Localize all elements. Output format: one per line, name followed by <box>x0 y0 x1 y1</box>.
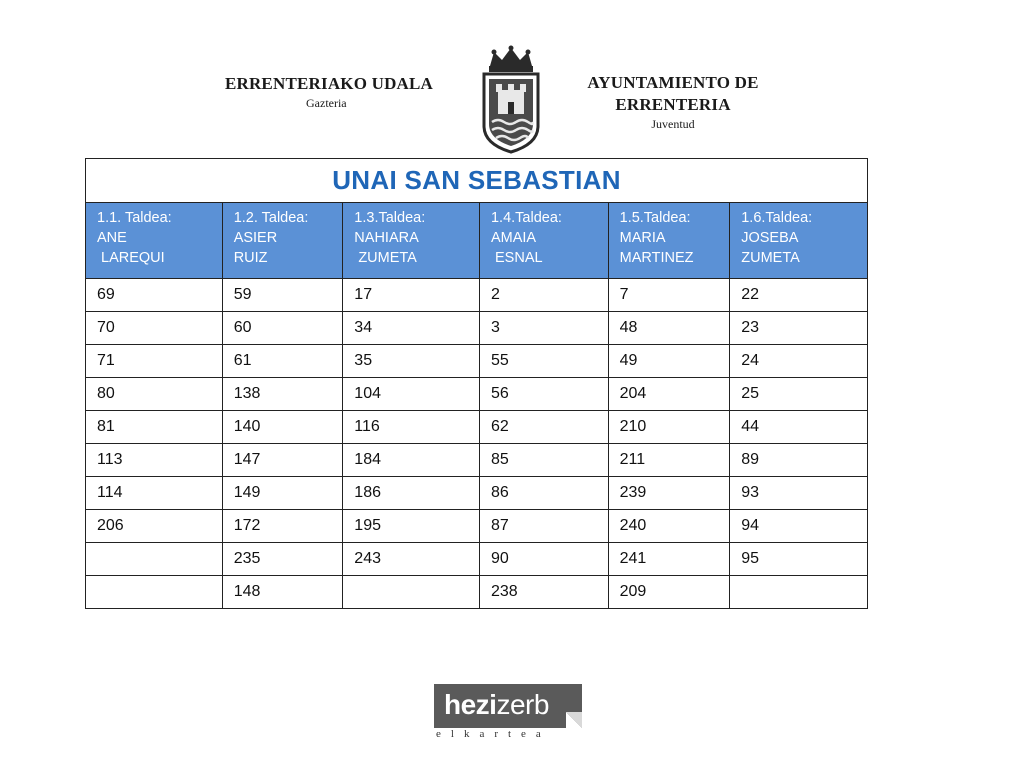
table-cell: 80 <box>86 378 223 411</box>
table-cell <box>730 576 868 609</box>
table-cell: 104 <box>343 378 480 411</box>
table-cell: 206 <box>86 510 223 543</box>
table-cell: 195 <box>343 510 480 543</box>
table-cell: 23 <box>730 312 868 345</box>
column-header: 1.1. Taldea: ANE LAREQUI <box>86 203 223 279</box>
table-cell: 3 <box>479 312 608 345</box>
table-cell: 113 <box>86 444 223 477</box>
table-cell: 239 <box>608 477 730 510</box>
column-header: 1.5.Taldea: MARIA MARTINEZ <box>608 203 730 279</box>
table-cell: 90 <box>479 543 608 576</box>
table-cell: 211 <box>608 444 730 477</box>
column-header: 1.4.Taldea: AMAIA ESNAL <box>479 203 608 279</box>
table-title-row <box>86 159 868 203</box>
table-cell: 71 <box>86 345 223 378</box>
table-cell: 25 <box>730 378 868 411</box>
column-header: 1.2. Taldea: ASIER RUIZ <box>222 203 343 279</box>
column-header: 1.3.Taldea: NAHIARA ZUMETA <box>343 203 480 279</box>
table-cell: 149 <box>222 477 343 510</box>
table-cell: 70 <box>86 312 223 345</box>
table-cell: 81 <box>86 411 223 444</box>
table-cell: 48 <box>608 312 730 345</box>
header-right-block <box>578 72 768 132</box>
header-left-subtitle: Gazteria <box>306 96 347 110</box>
table-cell: 210 <box>608 411 730 444</box>
header-right-title-line2: ERRENTERIA <box>615 95 731 114</box>
table-cell: 22 <box>730 279 868 312</box>
table-cell: 60 <box>222 312 343 345</box>
table-row <box>86 543 868 576</box>
table-cell: 140 <box>222 411 343 444</box>
table-row <box>86 477 868 510</box>
table-cell: 172 <box>222 510 343 543</box>
table-cell: 87 <box>479 510 608 543</box>
header-left-title: ERRENTERIAKO UDALA <box>224 74 434 93</box>
table-cell: 7 <box>608 279 730 312</box>
table-cell <box>343 576 480 609</box>
logo-wordmark <box>444 688 549 722</box>
table-row <box>86 444 868 477</box>
logo-bold-text: hezi <box>444 689 497 720</box>
table-cell: 238 <box>479 576 608 609</box>
table-cell <box>86 576 223 609</box>
table-cell: 34 <box>343 312 480 345</box>
table-cell: 116 <box>343 411 480 444</box>
table-cell: 17 <box>343 279 480 312</box>
table-row <box>86 279 868 312</box>
table-cell: 243 <box>343 543 480 576</box>
table-cell: 24 <box>730 345 868 378</box>
table-cell: 184 <box>343 444 480 477</box>
table-cell: 44 <box>730 411 868 444</box>
table-cell: 241 <box>608 543 730 576</box>
table-cell: 235 <box>222 543 343 576</box>
table-row <box>86 576 868 609</box>
table-cell: 93 <box>730 477 868 510</box>
table-cell: 62 <box>479 411 608 444</box>
table-cell: 56 <box>479 378 608 411</box>
hezizerb-logo <box>434 684 584 744</box>
table-cell: 61 <box>222 345 343 378</box>
logo-light-text: zerb <box>496 689 549 720</box>
table-title: UNAI SAN SEBASTIAN <box>86 159 868 203</box>
table-cell: 59 <box>222 279 343 312</box>
page-fold-shade <box>566 712 582 728</box>
table-cell: 94 <box>730 510 868 543</box>
table-cell: 114 <box>86 477 223 510</box>
table-cell: 147 <box>222 444 343 477</box>
table-row <box>86 345 868 378</box>
table-row <box>86 510 868 543</box>
header-right-subtitle: Juventud <box>651 117 695 131</box>
table-cell: 69 <box>86 279 223 312</box>
table-cell: 85 <box>479 444 608 477</box>
column-header: 1.6.Taldea: JOSEBA ZUMETA <box>730 203 868 279</box>
table-row <box>86 411 868 444</box>
logo-box <box>434 684 582 728</box>
table-row <box>86 312 868 345</box>
groups-table <box>85 158 868 609</box>
table-cell: 138 <box>222 378 343 411</box>
table-cell: 89 <box>730 444 868 477</box>
table-cell: 95 <box>730 543 868 576</box>
table-cell: 55 <box>479 345 608 378</box>
logo-subtitle: elkartea <box>436 728 551 740</box>
table-cell: 148 <box>222 576 343 609</box>
table-row <box>86 378 868 411</box>
table-cell: 35 <box>343 345 480 378</box>
header-right-title-line1: AYUNTAMIENTO DE <box>587 73 759 92</box>
table-cell: 204 <box>608 378 730 411</box>
table-cell: 240 <box>608 510 730 543</box>
table-cell: 49 <box>608 345 730 378</box>
table-header-row <box>86 203 868 279</box>
table-cell: 209 <box>608 576 730 609</box>
table-cell: 2 <box>479 279 608 312</box>
table-cell <box>86 543 223 576</box>
header-left-block <box>218 74 440 111</box>
table-cell: 186 <box>343 477 480 510</box>
table-cell: 86 <box>479 477 608 510</box>
coat-of-arms-icon <box>476 44 546 154</box>
